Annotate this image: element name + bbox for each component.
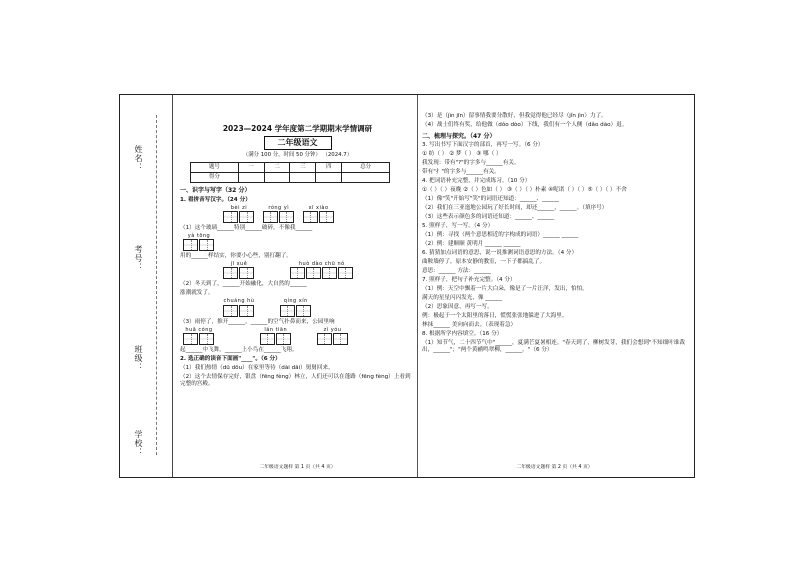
pinyin-set — [260, 327, 292, 345]
pinyin-set — [183, 327, 215, 345]
score-blank[interactable] — [316, 173, 342, 183]
score-cell: 总分 — [342, 163, 390, 173]
section-2-heading: 二、梳理与探究。（47 分） — [422, 132, 496, 140]
writing-grid[interactable] — [338, 267, 353, 279]
pinyin: huā cóng — [185, 326, 213, 333]
q1-pinyin-row-1 — [180, 205, 415, 223]
writing-grid[interactable] — [199, 239, 214, 251]
exam-sheet — [119, 94, 695, 478]
exam-subject: 二年级语文 — [264, 136, 332, 150]
q1-sentence-1b: 用的______样结实，你要小心些，别打翻了。 — [180, 253, 292, 260]
exam-info — [180, 152, 415, 159]
q1-sentence-2: （2）冬天到了，______开始融化，大自然的______ — [180, 281, 307, 288]
score-blank[interactable] — [342, 173, 390, 183]
question-6: 6. 猜猜加点词语的意思，说一说推测词语意思的方法。（4 分） — [422, 250, 578, 257]
page-footer-left: 二年级语文题样 第 1 页（共 4 页） — [259, 465, 336, 471]
score-cell: 得分 — [191, 173, 239, 183]
q1-pinyin-row-2 — [180, 233, 415, 251]
writing-grid[interactable] — [239, 305, 254, 317]
writing-grid[interactable] — [239, 267, 254, 279]
pinyin-set — [183, 233, 215, 251]
score-blank[interactable] — [238, 173, 264, 183]
q7-part-1: （1）例：天空中飘着一片大白朵，像是了一片汪洋，发出，怕怕。 — [422, 286, 588, 293]
q2-item-1: （1）我们热情（dū dōu）在家里等待（dài dāi）舅舅回来。 — [180, 364, 334, 371]
writing-grid[interactable] — [319, 211, 334, 223]
writing-grid[interactable] — [317, 333, 332, 345]
q1-sentence-2b: 涨潮就发了。 — [180, 290, 214, 297]
pinyin: lán tiān — [264, 326, 288, 333]
question-1: 1. 看拼音写汉字。（24 分） — [180, 196, 251, 203]
question-7: 7. 照样子，把句子补充完整。（4 分） — [422, 277, 516, 284]
q7-part-1b: 满天的星星闪闪发光，像 ______ — [422, 295, 503, 302]
q1-pinyin-row-4 — [180, 298, 415, 316]
pinyin-set — [263, 205, 295, 223]
question-5: 5. 照样子，写一写。（4 分） — [422, 223, 494, 230]
pinyin-set — [223, 261, 255, 279]
pinyin: huò dào chū nǒ — [298, 261, 345, 268]
writing-grid[interactable] — [333, 333, 348, 345]
question-2: 2. 选正确的读音下面画"____"。（6 分） — [180, 355, 281, 362]
writing-grid[interactable] — [306, 267, 321, 279]
score-cell: 四 — [316, 163, 342, 173]
q-continued-3: （3）是（jìn jīn）留事情我要分散好，但我觉得他已经尽（jǐn jìn）力了。 — [422, 113, 607, 119]
writing-grid[interactable] — [183, 239, 198, 251]
q1-sentence-3b: 起______中飞舞，______上小鸟在______飞翔。 — [180, 346, 298, 353]
question-8: 8. 根据所学内容填空。（16 分） — [422, 331, 503, 338]
q8-part-1: （1）知节气，二十四节气中"______，夏满芒夏暑相连。"春天到了，柳树发芽，我们会想到"不知细叶谁裁出，______"；"两个黄鹂鸣翠柳，______。"（6 分） — [422, 340, 685, 354]
pinyin: róng yì — [268, 204, 290, 211]
q1-sentence-3: （3）雨停了，推开______，______的空气扑鼻而来，公园里响 — [180, 318, 335, 325]
writing-grid[interactable] — [276, 333, 291, 345]
q6-sentence: 曲鞍墙停了，原本安静的教室，一下子都搞乱了。 — [422, 259, 546, 266]
writing-grid[interactable] — [296, 305, 311, 317]
q-continued-4: （4）战士们终有奖，给他做（dǒo dòo）下线，我们有一个人侧（dǎo dào）退。 — [422, 121, 628, 128]
writing-grid[interactable] — [223, 267, 238, 279]
section-1-heading: 一、识字与写字（32 分） — [180, 187, 251, 195]
exam-info-text: （满分 100 分，时间 50 分钟） — [242, 152, 321, 159]
pinyin-set — [223, 205, 255, 223]
q4-items: ①（ ）（ ）夜晚 ②（ ）色如（ ） ③（ ）（ ）朴素 ④呢诺（ ）（ ）⑤（ ）（ ）不舍 — [422, 187, 627, 194]
exam-date: （2024.7） — [322, 152, 353, 159]
writing-grid[interactable] — [279, 211, 294, 223]
exam-title: 2023—2024 学年度第二学期期末学情调研 — [222, 124, 373, 133]
score-cell: 二 — [264, 163, 290, 173]
pinyin: chuáng hù — [223, 298, 255, 305]
score-cell: 三 — [290, 163, 316, 173]
writing-grid[interactable] — [223, 211, 238, 223]
page-divider — [417, 95, 418, 477]
writing-grid[interactable] — [260, 333, 275, 345]
pinyin: jī xuě — [230, 261, 248, 268]
pinyin: qíng xín — [283, 298, 308, 305]
pinyin-set — [317, 327, 349, 345]
school-label: 学校： — [134, 430, 143, 457]
score-cell: 一 — [238, 163, 264, 173]
pinyin-set — [280, 298, 312, 316]
pinyin: zì yóu — [323, 326, 342, 333]
pinyin: yà tōng — [187, 232, 211, 239]
q5-part-2: （2）例：建顺顺 黄明月 ______ ______ — [422, 241, 521, 248]
writing-grid[interactable] — [223, 305, 238, 317]
q1-sentence-1: （1）这个玻璃______特别______破碎，不像我______ — [180, 224, 313, 231]
pinyin-set — [303, 205, 335, 223]
writing-grid[interactable] — [199, 333, 214, 345]
pinyin-set — [290, 261, 354, 279]
score-value-row — [191, 173, 390, 183]
score-cell: 题号 — [191, 163, 239, 173]
writing-grid[interactable] — [290, 267, 305, 279]
right-page — [422, 95, 687, 477]
binding-dashed-line — [156, 115, 157, 455]
q1-pinyin-row-3 — [180, 261, 415, 279]
writing-grid[interactable] — [322, 267, 337, 279]
question-3: 3. 写出书写下面汉字的部首，再写一写。（6 分） — [422, 142, 544, 149]
score-blank[interactable] — [290, 173, 316, 183]
q2-item-2: （2）这个去情保存完好，银盘（fēng fèng）林立，人们还可以在蓬路（fēng fèng）上看到完整的宫殿。 — [180, 373, 411, 387]
q7-part-2: （2）思象因意，再写一写。 — [422, 304, 493, 311]
exam-number-label: 考号： — [134, 245, 143, 272]
score-table — [190, 162, 390, 183]
score-blank[interactable] — [264, 173, 290, 183]
q7-part-2c: 林抹______ 美向向而去。（表现着急） — [422, 322, 517, 329]
name-label: 姓名： — [134, 145, 143, 172]
q5-part-1: （1）例：寻找（两个意思相近的字构成的词语）______ ______ — [422, 232, 579, 239]
score-header-row — [191, 163, 390, 173]
q4-part-3: （3）这些表示颜色多的词语还知道：______、______ — [422, 214, 555, 221]
pinyin-set — [223, 298, 255, 316]
q3-answer-a: 我发现：带有"?"的字多与______有关。 — [422, 160, 520, 167]
writing-grid[interactable] — [303, 211, 318, 223]
q1-pinyin-row-5 — [180, 327, 415, 345]
q4-part-2: （2）我们在三亚迤地公园玩了好长时间，却还______，______。（填序号） — [422, 205, 608, 212]
q3-chars: ① 纺（ ） ② 梦（ ） ③ 哪（ ） — [422, 151, 502, 158]
page-footer-right: 二年级语文题样 第 2 页（共 4 页） — [516, 465, 593, 471]
binding-strip — [120, 95, 173, 477]
q4-part-1: （1）像"笑"开始写"笑"的词语还知道：______、______ — [422, 196, 559, 203]
writing-grid[interactable] — [239, 211, 254, 223]
q6-answer: 意思：______ 方法：______ — [422, 268, 491, 275]
writing-grid[interactable] — [183, 333, 198, 345]
question-4: 4. 把词语补充完整，并完成练习。（10 分） — [422, 178, 531, 185]
left-page — [180, 95, 415, 477]
class-label: 班级： — [134, 345, 143, 372]
q3-answer-b: 带有"扌"的字多与______有关。 — [422, 169, 500, 176]
writing-grid[interactable] — [263, 211, 278, 223]
writing-grid[interactable] — [280, 305, 295, 317]
q7-part-2b: 例：极起于一个太阳里的落日，慌慌张张地躲进了大海里。 — [422, 313, 568, 320]
pinyin: bèi zi — [230, 204, 248, 211]
pinyin: xī xiào — [308, 204, 329, 211]
